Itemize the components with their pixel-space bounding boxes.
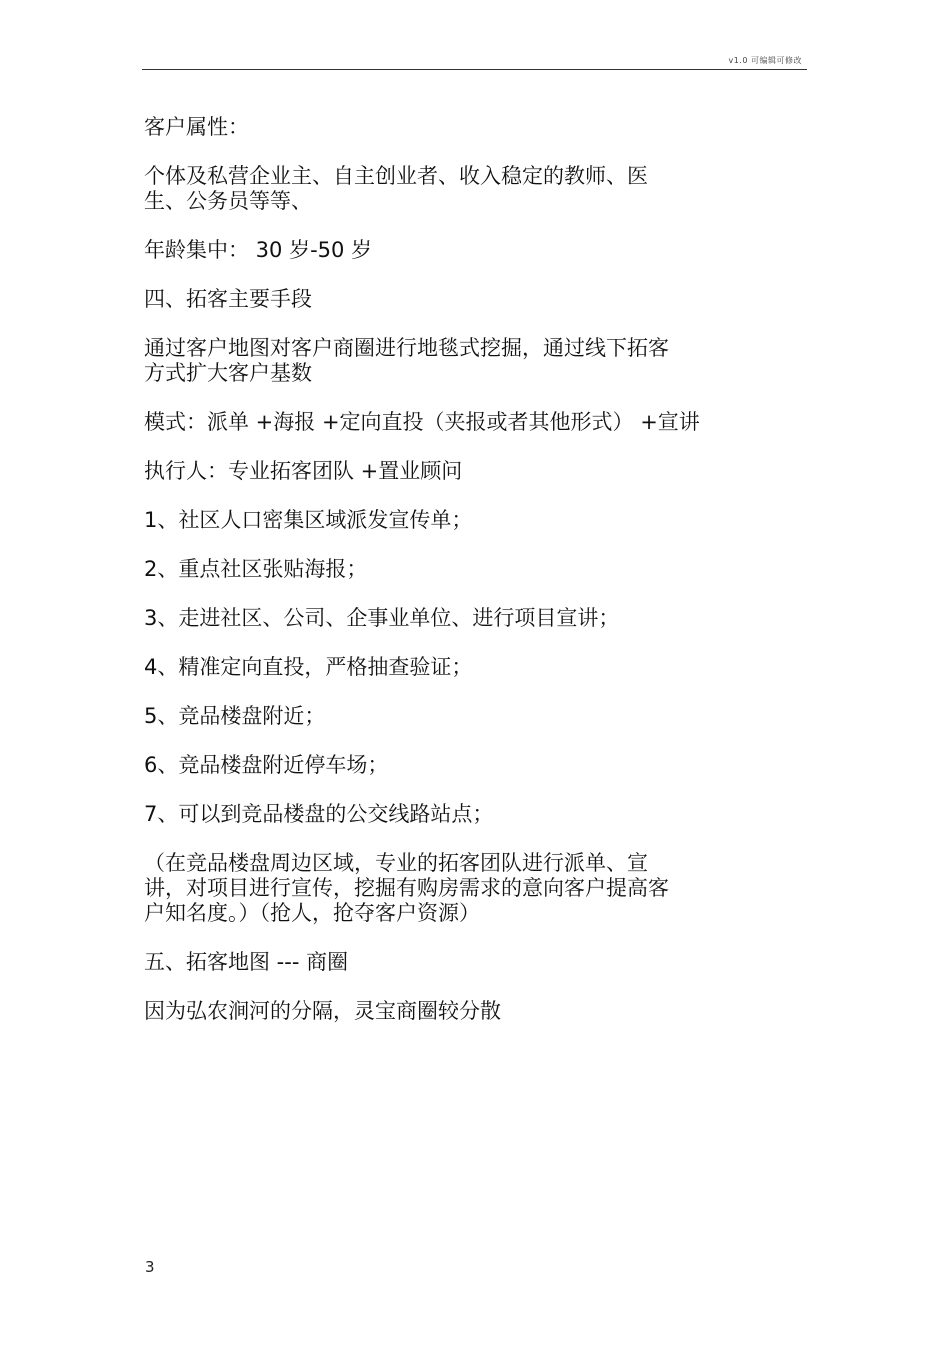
- text-line: 生、公务员等等、: [144, 189, 312, 213]
- list-item-2: [144, 557, 784, 582]
- paragraph-business-district: [144, 999, 784, 1024]
- header-divider: [142, 69, 807, 70]
- text-line: 讲，对项目进行宣传，挖掘有购房需求的意向客户提高客: [144, 876, 669, 900]
- text-line: 执行人：专业拓客团队 +置业顾问: [144, 459, 463, 483]
- paragraph-method-overview: [144, 336, 784, 386]
- list-item-7: [144, 802, 784, 827]
- paragraph-customer-types: [144, 164, 784, 214]
- text-line: 1、社区人口密集区域派发宣传单；: [144, 508, 473, 532]
- list-item-6: [144, 753, 784, 778]
- paragraph-customer-attributes: [144, 115, 784, 140]
- text-line: 五、拓客地图 --- 商圈: [144, 950, 349, 974]
- text-line: 模式：派单 +海报 +定向直投（夹报或者其他形式） +宣讲: [144, 410, 700, 434]
- text-line: 5、竞品楼盘附近；: [144, 704, 326, 728]
- text-line: 四、拓客主要手段: [144, 287, 312, 311]
- list-item-4: [144, 655, 784, 680]
- text-line: 方式扩大客户基数: [144, 361, 312, 385]
- list-item-1: [144, 508, 784, 533]
- text-line: 6、竞品楼盘附近停车场；: [144, 753, 389, 777]
- list-item-3: [144, 606, 784, 631]
- document-body: [144, 115, 784, 1048]
- section-heading-5: [144, 950, 784, 975]
- list-item-5: [144, 704, 784, 729]
- text-line: 因为弘农涧河的分隔，灵宝商圈较分散: [144, 999, 501, 1023]
- text-line: 4、精准定向直投，严格抽查验证；: [144, 655, 473, 679]
- section-heading-4: [144, 287, 784, 312]
- text-line: 客户属性：: [144, 115, 249, 139]
- page-number: 3: [145, 1258, 155, 1276]
- text-line: 2、重点社区张贴海报；: [144, 557, 368, 581]
- paragraph-age-range: [144, 238, 784, 263]
- paragraph-note: [144, 851, 784, 926]
- paragraph-executor: [144, 459, 784, 484]
- text-line: 3、走进社区、公司、企事业单位、进行项目宣讲；: [144, 606, 620, 630]
- text-line: 7、可以到竞品楼盘的公交线路站点；: [144, 802, 494, 826]
- text-line: （在竞品楼盘周边区域，专业的拓客团队进行派单、宣: [144, 851, 648, 875]
- text-line: 个体及私营企业主、自主创业者、收入稳定的教师、医: [144, 164, 648, 188]
- text-line: 年龄集中： 30 岁-50 岁: [144, 238, 373, 262]
- header-note: v1.0 可编辑可修改: [728, 56, 802, 65]
- text-line: 户知名度。）（抢人，抢夺客户资源）: [144, 901, 480, 925]
- text-line: 通过客户地图对客户商圈进行地毯式挖掘，通过线下拓客: [144, 336, 669, 360]
- paragraph-mode: [144, 410, 784, 435]
